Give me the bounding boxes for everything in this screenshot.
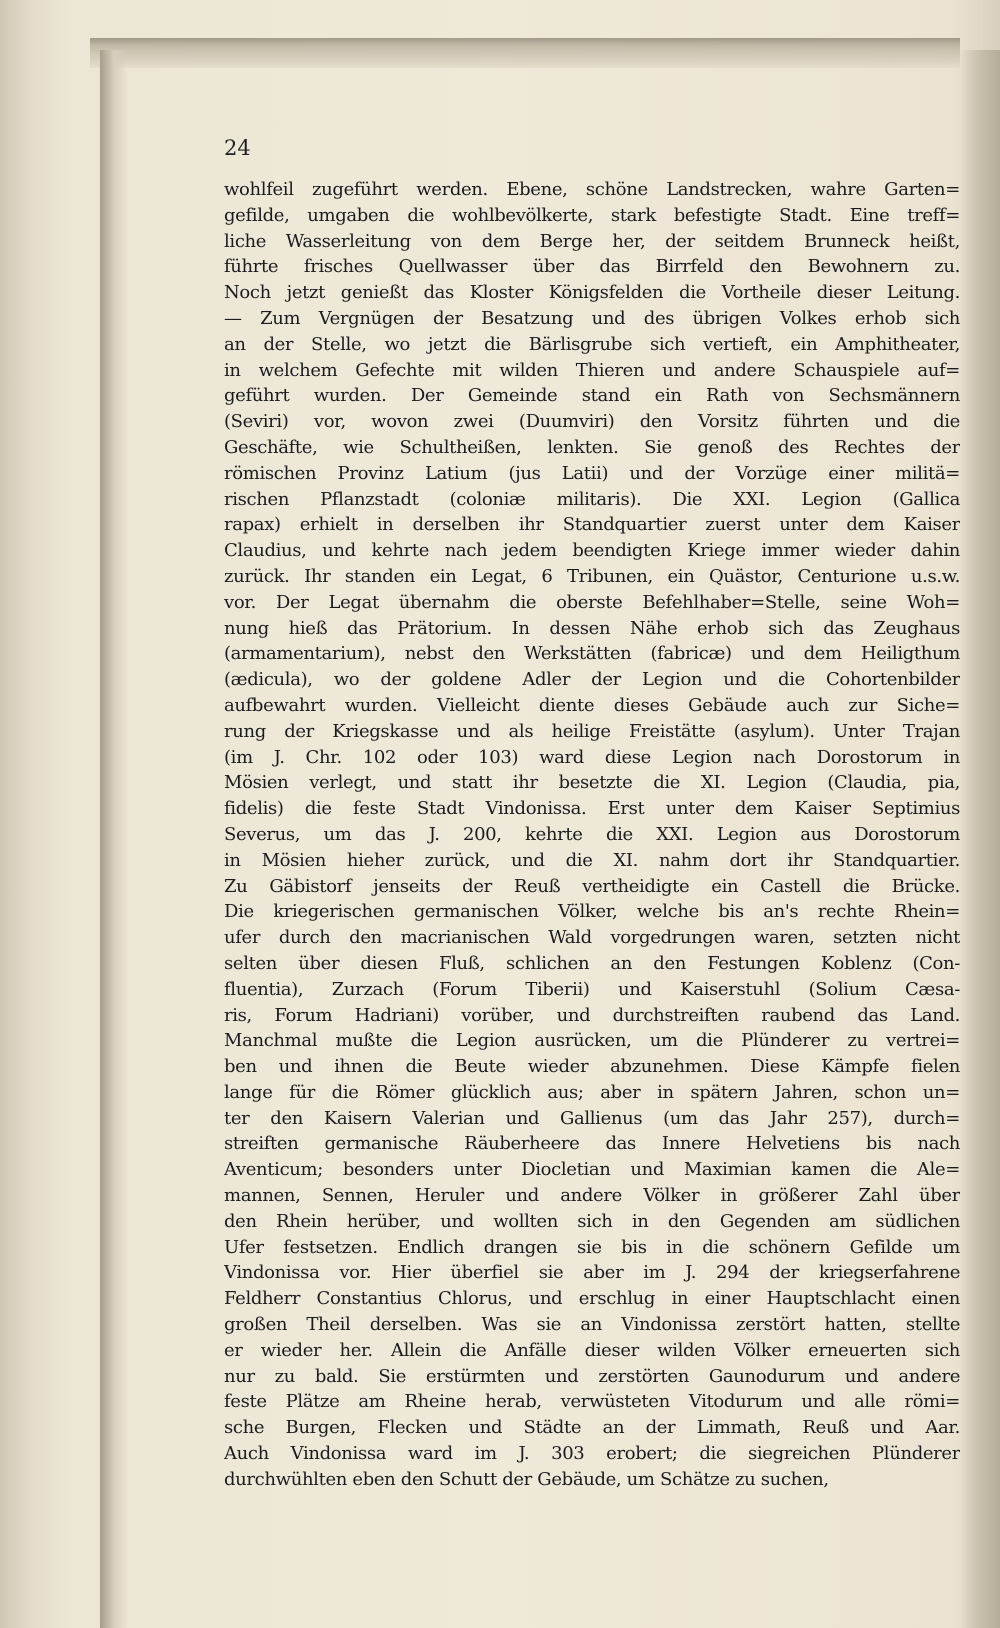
text-line: ter den Kaisern Valerian und Gallienus (um das Jahr 257), durch= xyxy=(224,1107,960,1129)
text-line: römischen Provinz Latium (jus Latii) und der Vorzüge einer militä= xyxy=(224,462,960,484)
text-line: feste Plätze am Rheine herab, verwüsteten Vitodurum und alle römi= xyxy=(224,1391,960,1413)
text-line: (Seviri) vor, wovon zwei (Duumviri) den Vorsitz führten und die xyxy=(224,411,960,433)
text-line: führte frisches Quellwasser über das Birrfeld den Bewohnern zu. xyxy=(224,256,960,278)
text-line: Aventicum; besonders unter Diocletian und Maximian kamen die Ale= xyxy=(224,1159,960,1181)
text-line: gefilde, umgaben die wohlbevölkerte, stark befestigte Stadt. Eine treff= xyxy=(224,204,960,226)
text-line: — Zum Vergnügen der Besatzung und des übrigen Volkes erhob sich xyxy=(224,307,960,329)
text-line: an der Stelle, wo jetzt die Bärlisgrube sich vertieft, ein Amphitheater, xyxy=(224,333,960,355)
text-line: Geschäfte, wie Schultheißen, lenkten. Sie genoß des Rechtes der xyxy=(224,436,960,458)
page-top-edge xyxy=(90,38,960,68)
text-line: rapax) erhielt in derselben ihr Standquartier zuerst unter dem Kaiser xyxy=(224,514,960,536)
text-line: aufbewahrt wurden. Vielleicht diente dieses Gebäude auch zur Siche= xyxy=(224,694,960,716)
text-line: rischen Pflanzstadt (coloniæ militaris). Die XXI. Legion (Gallica xyxy=(224,488,960,510)
text-line: Zu Gäbistorf jenseits der Reuß vertheidigte ein Castell die Brücke. xyxy=(224,875,960,897)
text-line: wohlfeil zugeführt werden. Ebene, schöne Landstrecken, wahre Garten= xyxy=(224,179,960,200)
text-line: (ædicula), wo der goldene Adler der Legion und die Cohortenbilder xyxy=(224,669,960,691)
text-line: nung hieß das Prätorium. In dessen Nähe erhob sich das Zeughaus xyxy=(224,617,960,639)
text-line: Noch jetzt genießt das Kloster Königsfelden die Vortheile dieser Leitung. xyxy=(224,282,960,304)
text-line: Severus, um das J. 200, kehrte die XXI. Legion aus Dorostorum xyxy=(224,823,960,845)
text-line: streiften germanische Räuberheere das Innere Helvetiens bis nach xyxy=(224,1133,960,1155)
text-line: vor. Der Legat übernahm die oberste Befehlhaber=Stelle, seine Woh= xyxy=(224,591,960,613)
page-right-edge xyxy=(960,50,1000,1628)
text-line: sche Burgen, Flecken und Städte an der Limmath, Reuß und Aar. xyxy=(224,1417,960,1439)
text-line: zurück. Ihr standen ein Legat, 6 Tribunen, ein Quästor, Centurione u.s.w. xyxy=(224,565,960,587)
text-line: in welchem Gefechte mit wilden Thieren und andere Schauspiele auf= xyxy=(224,359,960,381)
text-line: fidelis) die feste Stadt Vindonissa. Erst unter dem Kaiser Septimius xyxy=(224,798,960,820)
page-text xyxy=(224,177,960,1493)
text-line: (im J. Chr. 102 oder 103) ward diese Legion nach Dorostorum in xyxy=(224,746,960,768)
text-line: den Rhein herüber, und wollten sich in den Gegenden am südlichen xyxy=(224,1210,960,1232)
text-line: Feldherr Constantius Chlorus, und erschlug in einer Hauptschlacht einen xyxy=(224,1288,960,1310)
text-line: ris, Forum Hadriani) vorüber, und durchstreiften raubend das Land. xyxy=(224,1004,960,1026)
page-binding-edge xyxy=(100,50,128,1628)
text-line: Manchmal mußte die Legion ausrücken, um die Plünderer zu vertrei= xyxy=(224,1030,960,1052)
text-line: durchwühlten eben den Schutt der Gebäude, um Schätze zu suchen, xyxy=(224,1468,829,1490)
text-line: (armamentarium), nebst den Werkstätten (fabricæ) und dem Heiligthum xyxy=(224,643,960,665)
text-line: rung der Kriegskasse und als heilige Freistätte (asylum). Unter Trajan xyxy=(224,720,960,742)
text-line: ufer durch den macrianischen Wald vorgedrungen waren, setzten nicht xyxy=(224,927,960,949)
text-line: nur zu bald. Sie erstürmten und zerstörten Gaunodurum und andere xyxy=(224,1365,960,1387)
page-number: 24 xyxy=(224,136,251,160)
text-line: ben und ihnen die Beute wieder abzunehmen. Diese Kämpfe fielen xyxy=(224,1056,960,1078)
text-line: er wieder her. Allein die Anfälle dieser wilden Völker erneuerten sich xyxy=(224,1339,960,1361)
text-line: geführt wurden. Der Gemeinde stand ein Rath von Sechsmännern xyxy=(224,385,960,407)
text-line: Mösien verlegt, und statt ihr besetzte die XI. Legion (Claudia, pia, xyxy=(224,772,960,794)
text-line: mannen, Sennen, Heruler und andere Völker in größerer Zahl über xyxy=(224,1185,960,1207)
text-line: fluentia), Zurzach (Forum Tiberii) und Kaiserstuhl (Solium Cæsa- xyxy=(224,978,960,1000)
text-line: Ufer festsetzen. Endlich drangen sie bis in die schönern Gefilde um xyxy=(224,1236,960,1258)
text-line: Die kriegerischen germanischen Völker, welche bis an's rechte Rhein= xyxy=(224,901,960,923)
text-line: großen Theil derselben. Was sie an Vindonissa zerstört hatten, stellte xyxy=(224,1314,960,1336)
text-line: liche Wasserleitung von dem Berge her, der seitdem Brunneck heißt, xyxy=(224,230,960,252)
text-line: in Mösien hieher zurück, und die XI. nahm dort ihr Standquartier. xyxy=(224,849,960,871)
text-line: selten über diesen Fluß, schlichen an den Festungen Koblenz (Con- xyxy=(224,952,960,974)
text-line: Claudius, und kehrte nach jedem beendigten Kriege immer wieder dahin xyxy=(224,540,960,562)
text-line: Auch Vindonissa ward im J. 303 erobert; die siegreichen Plünderer xyxy=(224,1443,960,1465)
text-line: lange für die Römer glücklich aus; aber in spätern Jahren, schon un= xyxy=(224,1081,960,1103)
text-line: Vindonissa vor. Hier überfiel sie aber im J. 294 der kriegserfahrene xyxy=(224,1262,960,1284)
